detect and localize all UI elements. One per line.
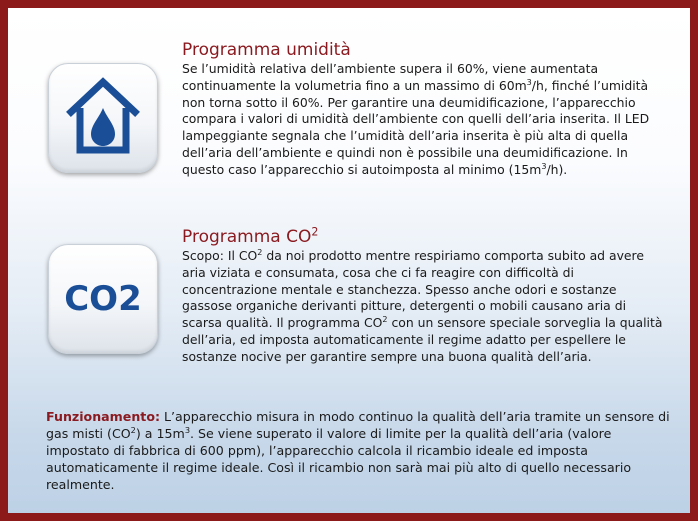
humidity-text-part: Se l’umidità relativa dell’ambiente supera il 60%, viene aumentata continuamente la volumetria fino a un massimo di 60m xyxy=(182,61,599,93)
humidity-icon-tile xyxy=(48,63,158,173)
page-frame xyxy=(8,8,690,513)
co2-text-part: Scopo: Il CO xyxy=(182,248,258,263)
humidity-title: Programma umidità xyxy=(182,40,351,60)
humidity-text-part: /h, finché l’umidità non torna sotto il 60%. Per garantire una deumidificazione, l’apparecchio compara i valori di umidità dell’ambiente con quelli dell’aria inserita. Il LED lampeggiante segnala che l’umidità dell’aria inserita è più alta di quella dell’aria dell’ambiente e quindi non è possibile una deumidificazione. In questo caso l’apparecchio si autoimposta al minimo (15m xyxy=(182,77,650,177)
function-label: Funzionamento: xyxy=(46,409,161,424)
co2-title-text: Programma CO xyxy=(182,227,312,247)
co2-description xyxy=(182,248,668,366)
humidity-section xyxy=(182,40,668,179)
humidity-superscript: 3 xyxy=(526,77,532,87)
humidity-superscript: 3 xyxy=(541,161,547,171)
function-superscript: 2 xyxy=(130,424,136,435)
co2-text-part: da noi prodotto mentre respiriamo comporta subito ad avere aria viziata e consumata, cosa che ci fa reagire con difficoltà di concentrazione mentale e stanchezza. Spesso anche odori e sostanze gassose organiche derivanti pitture, detergenti o mobili causano aria di scarsa qualità. Il programma CO xyxy=(182,248,644,331)
function-text-part: ) a 15m xyxy=(135,426,185,441)
co2-superscript: 2 xyxy=(382,315,388,325)
humidity-description xyxy=(182,61,668,179)
co2-icon-tile xyxy=(48,244,158,354)
co2-icon-label: CO2 xyxy=(64,279,142,319)
function-paragraph xyxy=(46,408,670,493)
humidity-text-part: /h). xyxy=(546,161,568,177)
function-superscript: 3 xyxy=(184,424,191,435)
function-text-part: L’apparecchio misura in modo continuo la qualità dell’aria tramite un sensore di gas misti (CO xyxy=(46,409,670,441)
house-water-drop-icon xyxy=(49,64,157,172)
co2-section xyxy=(182,227,668,366)
co2-text-part: con un sensore speciale sorveglia la qualità dell’aria, ed imposta automaticamente il regime adatto per espellere le sostanze nocive per garantire sempre una buona qualità dell’aria. xyxy=(182,315,663,364)
co2-title-superscript: 2 xyxy=(311,225,319,239)
co2-title xyxy=(182,227,668,247)
co2-superscript: 2 xyxy=(257,247,263,257)
function-text-part: . Se viene superato il valore di limite per la qualità dell’aria (valore impostato di fabbrica di 600 ppm), l’apparecchio calcola il ricambio ideale ed imposta automaticamente il regime ideale. Così il ricambio non sarà mai più alto di quello necessario realmente. xyxy=(46,426,632,492)
